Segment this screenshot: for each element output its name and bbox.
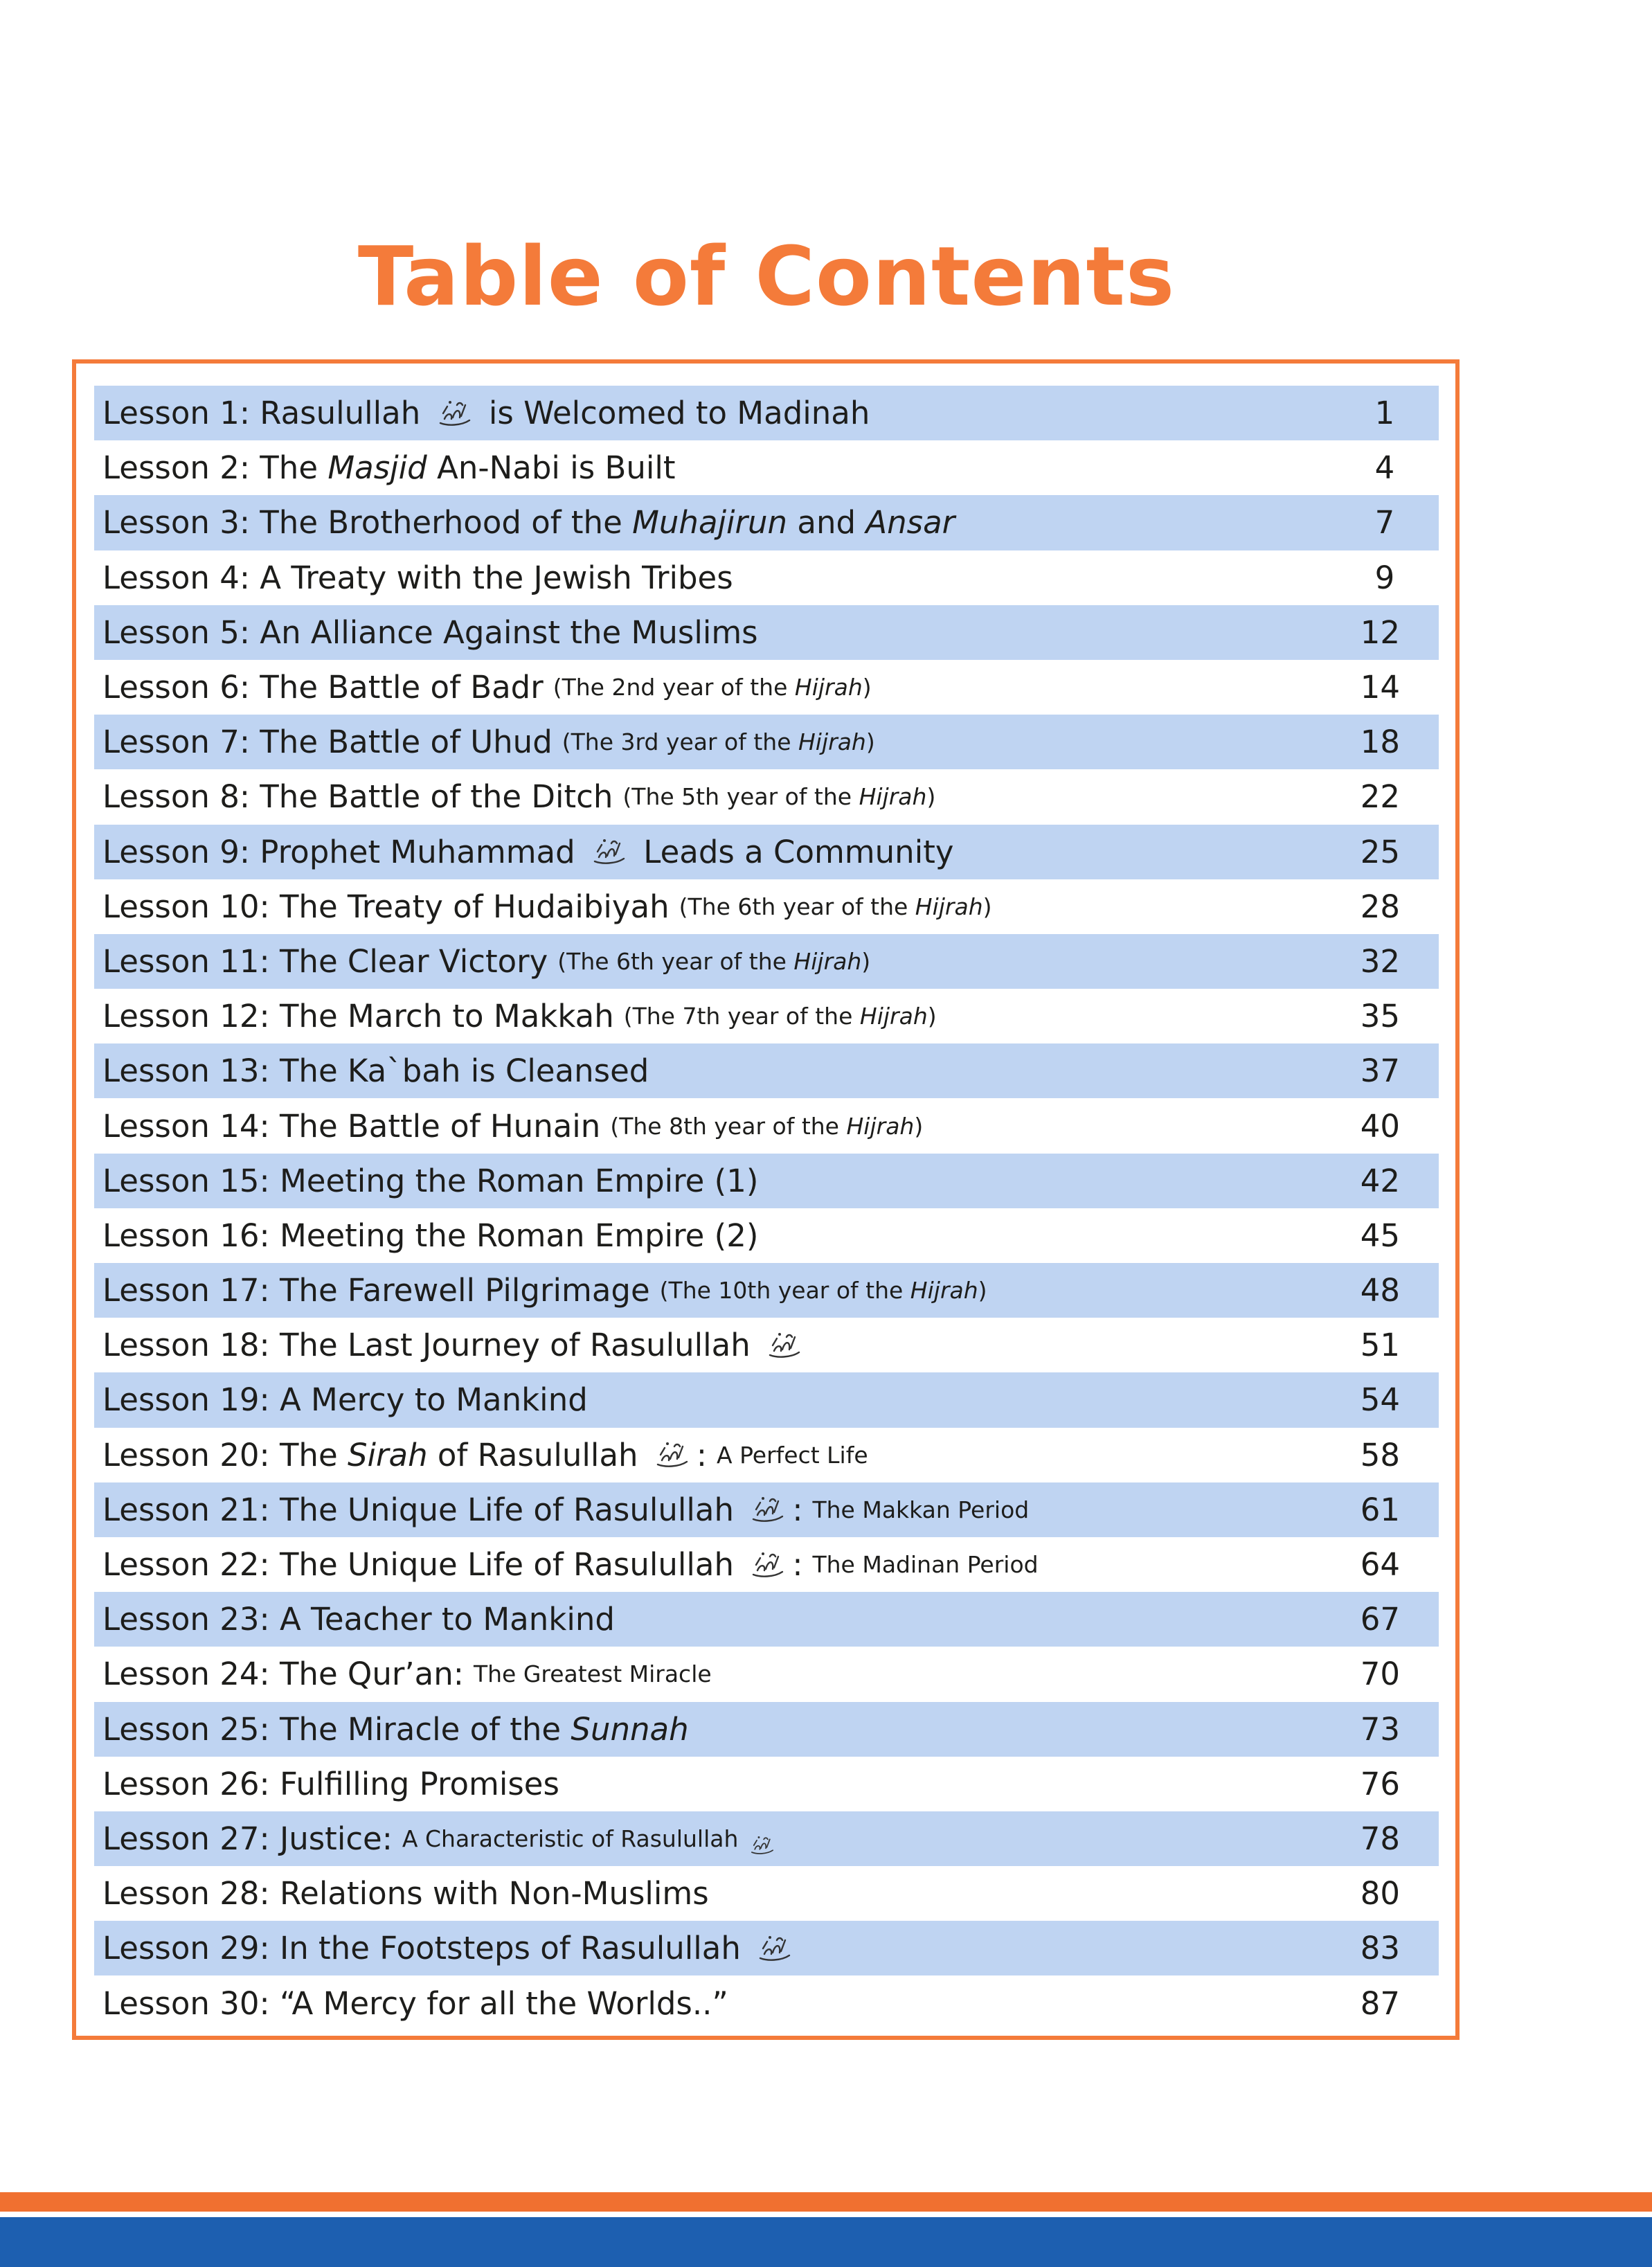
toc-entry-subtitle: Hijrah bbox=[794, 674, 863, 701]
toc-page-number: 51 bbox=[1360, 1327, 1400, 1364]
toc-page-number: 18 bbox=[1360, 724, 1400, 761]
toc-entry-text: Lesson 5: An Alliance Against the Muslims bbox=[102, 613, 758, 651]
toc-entry-subtitle: ) bbox=[926, 783, 936, 811]
toc-entry-subtitle: ) bbox=[978, 1277, 987, 1305]
toc-page-number: 73 bbox=[1360, 1710, 1400, 1748]
toc-row bbox=[94, 1647, 1439, 1701]
toc-row bbox=[94, 1318, 1439, 1372]
toc-entry-title bbox=[102, 1208, 758, 1263]
toc-page-number: 40 bbox=[1360, 1107, 1400, 1145]
toc-entry-text: Lesson 27: Justice: bbox=[102, 1820, 393, 1857]
toc-entry-title bbox=[102, 1975, 728, 2030]
toc-entry-text: Lesson 7: The Battle of Uhud bbox=[102, 724, 553, 761]
toc-row bbox=[94, 1043, 1439, 1098]
contents-list bbox=[94, 386, 1439, 2031]
toc-entry-text: : bbox=[696, 1436, 708, 1473]
pbuh-calligraphy-icon bbox=[655, 1440, 690, 1470]
toc-page-number: 35 bbox=[1360, 998, 1400, 1035]
toc-entry-title bbox=[102, 769, 935, 824]
toc-entry-title bbox=[102, 495, 955, 550]
toc-row bbox=[94, 1263, 1439, 1318]
toc-entry-text: Lesson 22: The Unique Life of Rasulullah bbox=[102, 1546, 744, 1584]
toc-page-number: 9 bbox=[1374, 559, 1395, 596]
toc-entry-subtitle: ) bbox=[914, 1112, 924, 1140]
toc-page-number: 32 bbox=[1360, 942, 1400, 980]
toc-entry-subtitle: (The 8th year of the bbox=[610, 1112, 847, 1140]
toc-entry-text: Lesson 28: Relations with Non-Muslims bbox=[102, 1875, 709, 1912]
toc-entry-title bbox=[102, 440, 675, 495]
toc-row bbox=[94, 1811, 1439, 1866]
toc-entry-text: Lesson 23: A Teacher to Mankind bbox=[102, 1601, 615, 1638]
toc-entry-title bbox=[102, 989, 937, 1043]
toc-entry-text: Lesson 20: The bbox=[102, 1436, 348, 1473]
pbuh-calligraphy-icon bbox=[592, 836, 627, 867]
toc-entry-text: Lesson 8: The Battle of the Ditch bbox=[102, 778, 613, 816]
toc-row bbox=[94, 386, 1439, 440]
pbuh-calligraphy-icon bbox=[438, 398, 472, 429]
toc-entry-subtitle: (The 6th year of the bbox=[679, 893, 915, 920]
toc-entry-title bbox=[102, 1482, 1029, 1537]
toc-entry-text: An-Nabi is Built bbox=[427, 449, 676, 487]
toc-page-number: 37 bbox=[1360, 1052, 1400, 1090]
toc-entry-title bbox=[102, 879, 992, 934]
toc-entry-text: Lesson 6: The Battle of Badr bbox=[102, 669, 544, 706]
toc-page-number: 54 bbox=[1360, 1381, 1400, 1419]
toc-row bbox=[94, 1975, 1439, 2030]
toc-page-number: 80 bbox=[1360, 1875, 1400, 1912]
toc-entry-text: Lesson 16: Meeting the Roman Empire (2) bbox=[102, 1217, 759, 1254]
toc-entry-text: Lesson 15: Meeting the Roman Empire (1) bbox=[102, 1162, 759, 1199]
toc-entry-text: Lesson 14: The Battle of Hunain bbox=[102, 1107, 601, 1145]
toc-page-number: 70 bbox=[1360, 1656, 1400, 1693]
footer-blue-band bbox=[0, 2217, 1652, 2267]
toc-row bbox=[94, 1702, 1439, 1757]
toc-page-number: 61 bbox=[1360, 1491, 1400, 1528]
toc-page-number: 22 bbox=[1360, 778, 1400, 816]
toc-page-number: 58 bbox=[1360, 1436, 1400, 1473]
toc-entry-subtitle: (The 5th year of the bbox=[622, 783, 859, 811]
toc-entry-text: Lesson 11: The Clear Victory bbox=[102, 942, 548, 980]
footer-orange-stripe bbox=[0, 2192, 1652, 2212]
toc-entry-title bbox=[102, 934, 870, 989]
toc-entry-subtitle: (The 3rd year of the bbox=[562, 728, 798, 756]
toc-entry-title bbox=[102, 605, 758, 660]
toc-entry-title bbox=[102, 1757, 559, 1811]
toc-row bbox=[94, 1757, 1439, 1811]
toc-entry-text: Lesson 3: The Brotherhood of the bbox=[102, 504, 633, 541]
toc-row bbox=[94, 605, 1439, 660]
toc-entry-subtitle: Hijrah bbox=[910, 1277, 978, 1305]
toc-row bbox=[94, 550, 1439, 605]
toc-entry-subtitle: Hijrah bbox=[793, 947, 862, 975]
toc-entry-title bbox=[102, 1647, 712, 1701]
toc-entry-text: of Rasulullah bbox=[427, 1436, 648, 1473]
toc-page-number: 48 bbox=[1360, 1272, 1400, 1309]
toc-entry-text: Lesson 2: The bbox=[102, 449, 328, 487]
toc-page-number: 28 bbox=[1360, 888, 1400, 925]
toc-entry-title bbox=[102, 1043, 649, 1098]
toc-entry-text: Lesson 18: The Last Journey of Rasulullah bbox=[102, 1327, 761, 1364]
toc-page-number: 1 bbox=[1374, 395, 1395, 432]
toc-page-number: 25 bbox=[1360, 833, 1400, 870]
toc-entry-title bbox=[102, 1921, 799, 1975]
toc-entry-title bbox=[102, 1592, 615, 1647]
toc-entry-subtitle: A Characteristic of Rasulullah bbox=[402, 1825, 746, 1852]
toc-entry-subtitle: The Madinan Period bbox=[812, 1551, 1039, 1579]
toc-entry-subtitle: ) bbox=[861, 947, 871, 975]
toc-entry-subtitle: (The 2nd year of the bbox=[553, 674, 795, 701]
page-title: Table of Contents bbox=[357, 229, 1176, 324]
toc-page-number: 4 bbox=[1374, 449, 1395, 487]
toc-row bbox=[94, 1866, 1439, 1921]
toc-entry-text: Lesson 17: The Farewell Pilgrimage bbox=[102, 1272, 650, 1309]
toc-row bbox=[94, 440, 1439, 495]
toc-row bbox=[94, 1482, 1439, 1537]
toc-row bbox=[94, 825, 1439, 879]
toc-entry-text: Sunnah bbox=[571, 1710, 689, 1748]
toc-entry-title bbox=[102, 1263, 987, 1318]
toc-entry-subtitle: ) bbox=[982, 893, 992, 920]
toc-entry-text: Lesson 19: A Mercy to Mankind bbox=[102, 1381, 588, 1419]
toc-entry-text: Masjid bbox=[327, 449, 427, 487]
toc-page-number: 67 bbox=[1360, 1601, 1400, 1638]
toc-page-number: 42 bbox=[1360, 1162, 1400, 1199]
toc-entry-text: : bbox=[792, 1491, 803, 1528]
toc-row bbox=[94, 879, 1439, 934]
pbuh-calligraphy-icon bbox=[750, 1827, 775, 1849]
toc-entry-text: Lesson 13: The Ka`bah is Cleansed bbox=[102, 1052, 649, 1090]
toc-entry-title bbox=[102, 386, 870, 440]
toc-entry-text: Leads a Community bbox=[633, 833, 954, 870]
toc-page-number: 7 bbox=[1374, 504, 1395, 541]
toc-entry-text: Muhajirun bbox=[632, 504, 788, 541]
toc-entry-text: Lesson 25: The Miracle of the bbox=[102, 1710, 571, 1748]
toc-entry-subtitle: Hijrah bbox=[859, 1003, 928, 1030]
toc-entry-title bbox=[102, 715, 875, 769]
toc-entry-subtitle: The Makkan Period bbox=[812, 1496, 1030, 1523]
pbuh-calligraphy-icon bbox=[751, 1550, 785, 1580]
toc-entry-subtitle: ) bbox=[862, 674, 872, 701]
pbuh-calligraphy-icon bbox=[767, 1330, 802, 1361]
toc-entry-title bbox=[102, 825, 953, 879]
toc-entry-text: : bbox=[792, 1546, 803, 1584]
toc-row bbox=[94, 660, 1439, 715]
toc-row bbox=[94, 1537, 1439, 1592]
toc-entry-title bbox=[102, 1098, 923, 1153]
toc-entry-text: Lesson 10: The Treaty of Hudaibiyah bbox=[102, 888, 670, 925]
toc-row bbox=[94, 1208, 1439, 1263]
toc-row bbox=[94, 1921, 1439, 1975]
toc-entry-subtitle: Hijrah bbox=[915, 893, 983, 920]
toc-entry-subtitle: A Perfect Life bbox=[717, 1441, 868, 1469]
toc-entry-subtitle: (The 10th year of the bbox=[659, 1277, 910, 1305]
toc-row bbox=[94, 989, 1439, 1043]
toc-entry-title bbox=[102, 1372, 588, 1427]
toc-row bbox=[94, 1592, 1439, 1647]
pbuh-calligraphy-icon bbox=[757, 1933, 792, 1964]
toc-entry-subtitle: The Greatest Miracle bbox=[473, 1660, 712, 1688]
toc-entry-title bbox=[102, 1866, 709, 1921]
toc-row bbox=[94, 495, 1439, 550]
toc-entry-text: Lesson 12: The March to Makkah bbox=[102, 998, 614, 1035]
toc-entry-subtitle: Hijrah bbox=[798, 728, 866, 756]
toc-page-number: 64 bbox=[1360, 1546, 1400, 1584]
toc-entry-title bbox=[102, 1154, 758, 1208]
toc-entry-subtitle: (The 7th year of the bbox=[623, 1003, 860, 1030]
toc-page-number: 12 bbox=[1360, 613, 1400, 651]
toc-entry-title bbox=[102, 1318, 809, 1372]
toc-entry-text: and bbox=[787, 504, 866, 541]
toc-entry-title bbox=[102, 1537, 1039, 1592]
toc-entry-subtitle: ) bbox=[927, 1003, 937, 1030]
toc-entry-title bbox=[102, 1702, 689, 1757]
footer-divider bbox=[0, 2212, 1652, 2217]
toc-entry-text: Lesson 29: In the Footsteps of Rasulullah bbox=[102, 1930, 751, 1967]
toc-entry-title bbox=[102, 1428, 868, 1482]
toc-entry-text: Lesson 4: A Treaty with the Jewish Tribes bbox=[102, 559, 733, 596]
toc-row bbox=[94, 769, 1439, 824]
toc-entry-text: Lesson 21: The Unique Life of Rasulullah bbox=[102, 1491, 744, 1528]
toc-page-number: 83 bbox=[1360, 1930, 1400, 1967]
toc-entry-text: Lesson 30: “A Mercy for all the Worlds..” bbox=[102, 1984, 728, 2022]
toc-row bbox=[94, 1428, 1439, 1482]
toc-entry-title bbox=[102, 1811, 779, 1866]
toc-page-number: 87 bbox=[1360, 1984, 1400, 2022]
toc-entry-title bbox=[102, 660, 872, 715]
toc-entry-title bbox=[102, 550, 733, 605]
toc-entry-text: is Welcomed to Madinah bbox=[478, 395, 870, 432]
toc-entry-text: Sirah bbox=[347, 1436, 428, 1473]
pbuh-calligraphy-icon bbox=[751, 1494, 785, 1525]
toc-entry-subtitle: (The 6th year of the bbox=[557, 947, 794, 975]
toc-row bbox=[94, 1098, 1439, 1153]
toc-page-number: 45 bbox=[1360, 1217, 1400, 1254]
toc-page-number: 76 bbox=[1360, 1765, 1400, 1802]
toc-page-number: 78 bbox=[1360, 1820, 1400, 1857]
toc-entry-text: Lesson 24: The Qur’an: bbox=[102, 1656, 464, 1693]
toc-entry-text: Lesson 1: Rasulullah bbox=[102, 395, 431, 432]
toc-row bbox=[94, 1154, 1439, 1208]
toc-row bbox=[94, 934, 1439, 989]
toc-row bbox=[94, 1372, 1439, 1427]
toc-row bbox=[94, 715, 1439, 769]
toc-entry-text: Lesson 26: Fulfilling Promises bbox=[102, 1765, 559, 1802]
toc-entry-subtitle: Hijrah bbox=[846, 1112, 915, 1140]
toc-entry-text: Ansar bbox=[865, 504, 955, 541]
toc-entry-text: Lesson 9: Prophet Muhammad bbox=[102, 833, 585, 870]
toc-page-number: 14 bbox=[1360, 669, 1400, 706]
toc-entry-subtitle: ) bbox=[865, 728, 875, 756]
toc-entry-subtitle: Hijrah bbox=[859, 783, 927, 811]
